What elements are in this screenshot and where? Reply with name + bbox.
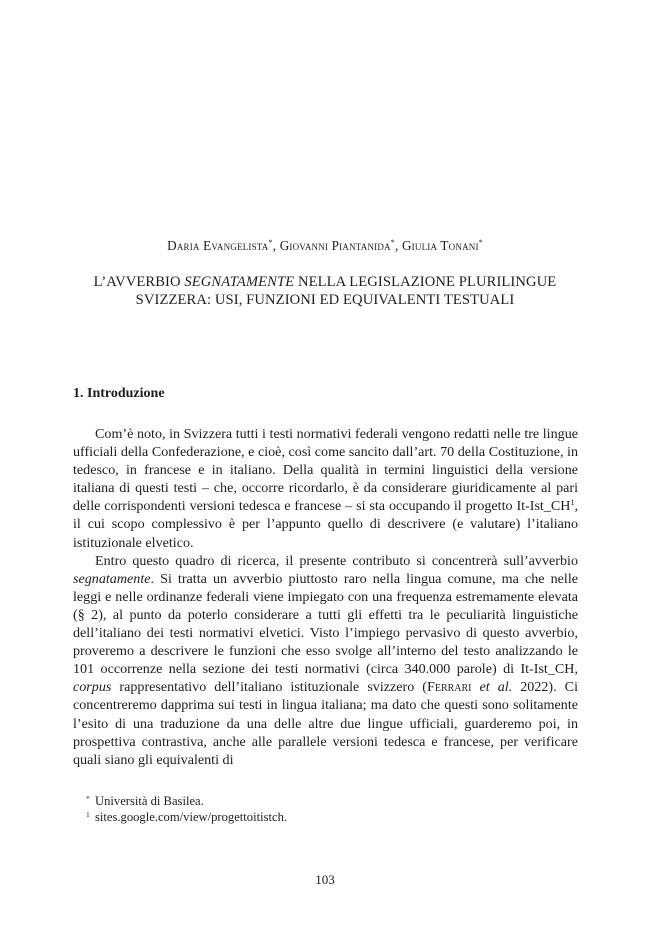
affiliation-mark: * [478,238,483,247]
affiliation-mark: * [268,238,273,247]
footnote [86,809,555,826]
citation-etal: et al. [471,679,513,696]
paper-title [60,273,590,309]
page-number: 103 [315,872,335,887]
body-text [73,425,578,769]
footnote-reference[interactable]: 1 [570,498,575,508]
paragraph-text: rappresentativo dell’italiano istituzionale svizzero ( [111,679,427,696]
paragraph [73,425,578,552]
paragraph-text: Com’è noto, in Svizzera tutti i testi normativi federali vengono redatti nelle tre lingue ufficiali della Confederazione, e cioè, così come sancito dall’art. 70 della Costituzione, in tedesco, in francese e in italiano. Della qualità in termini linguistici della versione italiana di questi testi – che, occorre ricordarlo, è da considerare giuridicamente al pari delle corrispondenti versioni tedesca e francese – si sta occupando il progetto It-Ist_CH [73,426,578,515]
footnotes [86,794,555,825]
paragraph-text: 2022). Ci concentreremo dapprima sui testi in lingua italiana; ma dato che questi sono solitamente l’esito di una traduzione da una delle altre due lingue ufficiali, guarderemo poi, in prospettiva contrastiva, anche alle parallele versioni tedesca e francese, per verificare quali siano gli equivalenti di [73,679,578,768]
author-name: Daria Evangelista [167,238,269,253]
footnote-text: Università di Basilea. [95,794,204,808]
title-italic-term: SEGNATAMENTE [184,274,295,290]
author-name: Giulia Tonani [401,238,479,253]
title-text: NELLA LEGISLAZIONE PLURILINGUE SVIZZERA: USI, FUNZIONI ED EQUIVALENTI TESTUALI [135,274,557,308]
italic-term: corpus [73,679,112,696]
affiliation-mark: * [390,238,395,247]
footnote-mark: * [86,794,90,803]
footnote-mark: 1 [86,809,90,819]
footnote [86,794,555,810]
paragraph-text: . Si tratta un avverbio piuttosto raro nella lingua comune, ma che nelle leggi e nelle ordinanze federali viene impiegato con una frequenza estremamente elevata (§ 2), al punto da poterlo considerare a tutti gli effetti tra le peculiarità linguistiche dell’italiano dei testi normativi elvetici. Visto l’impiego pervasivo di questo avverbio, proveremo a descrivere le funzioni che esso svolge all’interno del testo analizzando le 101 occorrenze nella sezione dei testi normativi (circa 340.000 parole) di It-Ist_CH, [73,570,578,678]
paragraph-text: , il cui scopo complessivo è per l’appunto quello di descrivere (e valutare) l’italiano istituzionale elvetico. [73,498,578,551]
citation-author: Ferrari [427,679,472,696]
footnote-text: sites.google.com/view/progettoitistch. [95,809,288,824]
author-name: Giovanni Piantanida [279,238,391,253]
paragraph [73,552,578,769]
section-heading: 1. Introduzione [73,386,165,401]
paragraph-text: Entro questo quadro di ricerca, il presente contributo si concentrerà sull’avverbio [95,552,578,569]
italic-term: segnatamente [73,570,151,587]
title-text: L’AVVERBIO [93,274,185,290]
author-list: Daria Evangelista*, Giovanni Piantanida*, Giulia Tonani* [167,238,483,253]
